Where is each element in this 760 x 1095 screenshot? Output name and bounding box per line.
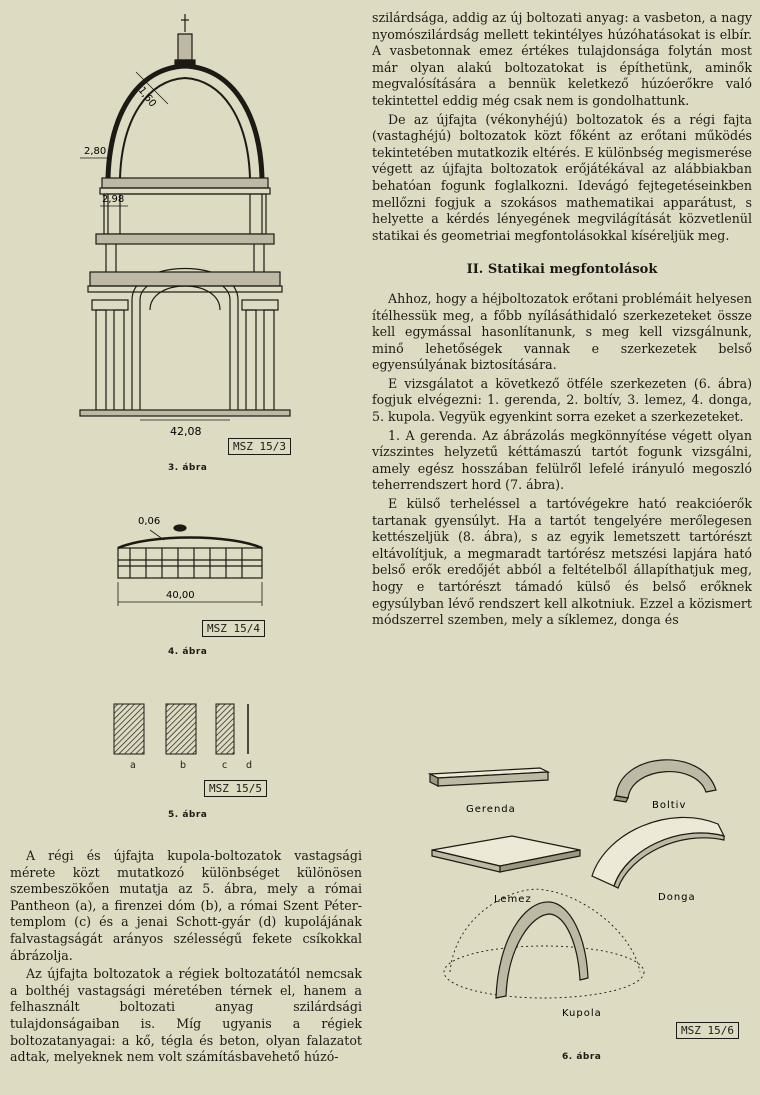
left-paragraph-1: A régi és újfajta kupola-boltozatok vastagsági mérete közt mutatkozó különbséget különösen szembeszökően mutatja az 5. ábra, mely a római Pantheon (a), a firenzei dóm (b), a római Szent Péter-templom (c) és a jenai Schott-gyár (d) kupolájának falvastagságát arányos szélességű fekete csíkokkal ábrázolja. (10, 848, 362, 963)
figure-6-structure-types (420, 740, 750, 1019)
fig6-standard-box: MSZ 15/6 (676, 1022, 739, 1039)
right-paragraph-5: 1. A gerenda. Az ábrázolás megkönnyítése végett olyan vízszintes helyzetű kéttámaszú tartót fogunk vizsgálni, amely egész hosszában felülről lefelé irányuló megoszló teherrendszert hord (7. ábra). (372, 427, 752, 493)
figure-4-flat-dome (110, 512, 270, 612)
fig5-label-d: d (246, 760, 254, 771)
fig5-label-c: c (222, 760, 229, 771)
fig5-standard-box: MSZ 15/5 (204, 780, 267, 797)
left-paragraph-2: Az újfajta boltozatok a régiek boltozatától nemcsak a bolthéj vastagsági méretében térnek el, hanem a felhasznált boltozati anyag szilárdsági tulajdonságaiban is. Míg ugyanis a régiek boltozatanyagai: a kő, tégla és beton, olyan falazatot adtak, melyeknek nem volt számításbavehető húzó- (10, 966, 362, 1065)
section-heading: II. Statikai megfontolások (466, 262, 658, 278)
fig6-caption: 6. ábra (562, 1052, 602, 1062)
figure-3-dome-section (80, 10, 310, 450)
right-paragraph-1: szilárdsága, addig az új boltozati anyag: a vasbeton, a nagy nyomószilárdság mellett tekintélyes húzóhatásokat is elbír. A vasbetonnak emez értékes tulajdonsága folytán most már olyan alakú boltozatokat is építhetünk, aminők megvalósítására a bennük keletkező húzóerőkre való tekintettel eddig még csak nem is gondolhattunk. (372, 10, 752, 108)
fig6-label-lemez: Lemez (494, 894, 532, 905)
fig3-standard-box: MSZ 15/3 (228, 438, 291, 455)
fig3-caption: 3. ábra (168, 463, 208, 473)
fig4-dim-bottom: 40,00 (166, 590, 195, 601)
right-paragraph-3: Ahhoz, hogy a héjboltozatok erőtani problémáit helyesen ítélhessük meg, a főbb nyílásáthidaló szerkezeteket össze kell egymással hasonlítanunk, s meg kell vizsgálnunk, minő lehetőségek vannak e szerkezetek belső egyensúlyának biztosítására. (372, 290, 752, 373)
fig4-standard-box: MSZ 15/4 (202, 620, 265, 637)
fig3-dim-top: 1,60 (135, 85, 159, 110)
fig3-dim-bottom: 42,08 (170, 425, 202, 438)
right-column-text (372, 10, 752, 629)
fig4-dim-top: 0,06 (138, 516, 161, 527)
fig6-label-boltiv: Boltiv (652, 800, 687, 811)
fig6-label-gerenda: Gerenda (466, 804, 516, 815)
fig5-label-a: a (130, 760, 137, 771)
fig6-label-kupola: Kupola (562, 1008, 602, 1019)
fig6-label-donga: Donga (658, 892, 696, 903)
left-column-text (10, 848, 362, 1066)
right-paragraph-2: De az újfajta (vékonyhéjú) boltozatok és a régi fajta (vastaghéjú) boltozatok közt főként az erőtani működés tekintetében mutatkozik eltérés. E különbség megismerése végett az újfajta boltozatok erőjátékával az alábbiakban behatóan fogunk foglalkozni. Idevágó fejtegetéseinkben mellőzni fogjuk a szokásos mathematikai apparátust, s helyette a kérdés lényegének megvilágítását közvetlenül statikai és geometriai megfontolásokkal kíséreljük meg. (372, 111, 752, 243)
right-paragraph-4: E vizsgálatot a következő ötféle szerkezeten (6. ábra) fogjuk elvégezni: 1. gerenda, 2. boltív, 3. lemez, 4. donga, 5. kupola. Vegyük egyenkint sorra ezeket a szerkezeteket. (372, 375, 752, 425)
fig4-caption: 4. ábra (168, 647, 208, 657)
right-paragraph-6: E külső terheléssel a tartóvégekre ható reakcióerők tartanak gyensúlyt. Ha a tartót tengelyére merőlegesen kettészeljük (8. ábra), s az egyik lemetszett tartórészt eltávolítjuk, a megmaradt tartórész metszési lapjára ható belső erők eredőjét abból a feltételből állapíthatjuk meg, hogy e tartórészt támadó külső és belső erőknek egysúlyban lévő rendszert kell alkotniuk. Ezzel a közismert módszerrel szemben, mely a síklemez, donga és (372, 496, 752, 628)
fig3-dim-left1: 2,80 (84, 146, 107, 157)
fig5-label-b: b (180, 760, 188, 771)
fig5-caption: 5. ábra (168, 810, 208, 820)
fig3-dim-left2: 2,98 (102, 194, 125, 205)
